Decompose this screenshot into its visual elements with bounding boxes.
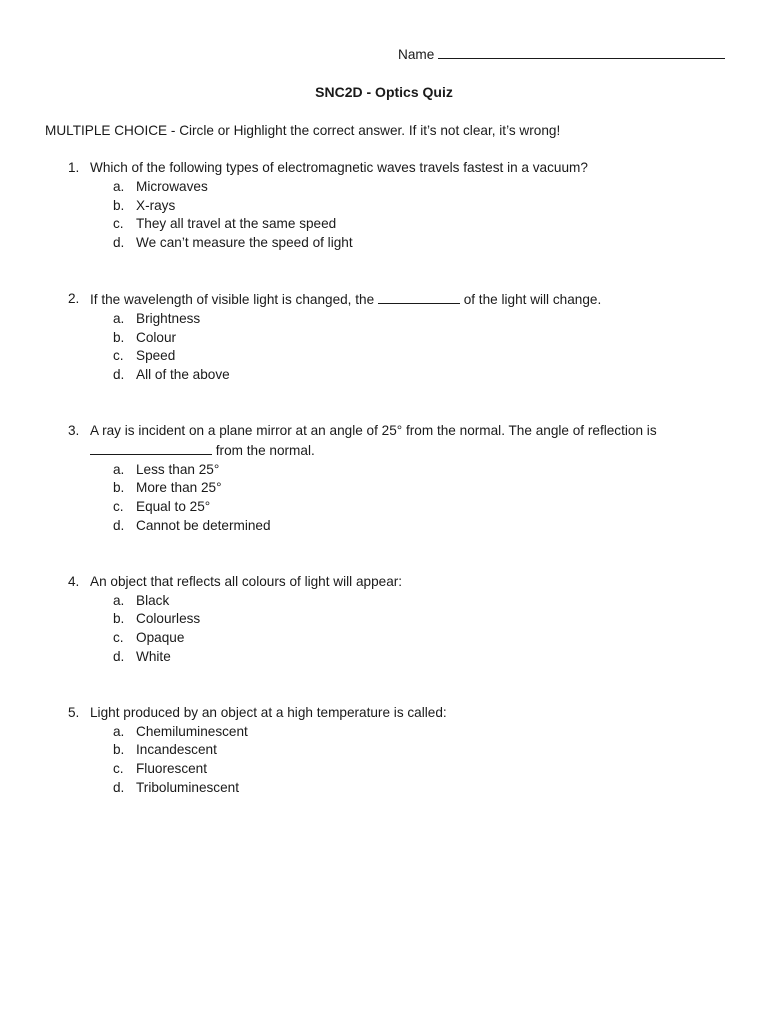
option-c[interactable]: [0, 498, 768, 517]
option-text: We can’t measure the speed of light: [136, 235, 353, 251]
question-text: [90, 704, 670, 723]
question-list: [0, 159, 768, 835]
option-letter: d.: [113, 648, 125, 664]
option-c[interactable]: [0, 629, 768, 648]
option-b[interactable]: [0, 329, 768, 348]
answer-blank[interactable]: [90, 441, 212, 455]
question-text-after: from the normal.: [212, 442, 315, 458]
question-text-before: An object that reflects all colours of light will appear:: [90, 573, 403, 589]
option-text: Microwaves: [136, 178, 208, 194]
option-text: Fluorescent: [136, 761, 208, 777]
option-letter: a.: [113, 461, 125, 477]
option-text: They all travel at the same speed: [136, 216, 337, 232]
option-letter: d.: [113, 367, 125, 383]
option-text: Black: [136, 592, 170, 608]
option-text: Less than 25°: [136, 461, 220, 477]
option-letter: d.: [113, 779, 125, 795]
option-a[interactable]: [0, 178, 768, 197]
option-letter: c.: [113, 348, 124, 364]
option-text: White: [136, 648, 171, 664]
option-d[interactable]: [0, 779, 768, 798]
page-title: SNC2D - Optics Quiz: [315, 84, 453, 100]
option-list: [0, 592, 768, 667]
question-text-before: If the wavelength of visible light is changed, the: [90, 291, 378, 307]
question-4: [0, 573, 768, 667]
name-field[interactable]: [398, 44, 725, 65]
option-a[interactable]: [0, 310, 768, 329]
option-letter: b.: [113, 197, 125, 213]
question-number: 3.: [68, 422, 80, 438]
option-letter: b.: [113, 611, 125, 627]
question-5: [0, 704, 768, 798]
option-letter: a.: [113, 178, 125, 194]
option-letter: c.: [113, 630, 124, 646]
option-text: Speed: [136, 348, 176, 364]
option-text: Triboluminescent: [136, 779, 240, 795]
question-text-before: Which of the following types of electromagnetic waves travels fastest in a vacuum?: [90, 160, 588, 175]
question-text: [90, 159, 670, 178]
option-d[interactable]: [0, 517, 768, 536]
option-letter: b.: [113, 480, 125, 496]
option-d[interactable]: [0, 366, 768, 385]
question-number: 4.: [68, 573, 80, 589]
option-a[interactable]: [0, 723, 768, 742]
option-text: Equal to 25°: [136, 499, 211, 515]
option-text: More than 25°: [136, 480, 222, 496]
question-text: [90, 290, 670, 310]
option-letter: b.: [113, 329, 125, 345]
option-text: Opaque: [136, 630, 185, 646]
option-list: [0, 178, 768, 253]
question-number: 1.: [68, 160, 80, 175]
option-c[interactable]: [0, 347, 768, 366]
option-list: [0, 461, 768, 536]
question-3: [0, 422, 768, 536]
option-text: X-rays: [136, 197, 176, 213]
question-text-before: A ray is incident on a plane mirror at an angle of 25° from the normal. The angle of reflection is: [90, 422, 657, 438]
option-d[interactable]: [0, 234, 768, 253]
question-1: [0, 159, 768, 253]
option-text: Colour: [136, 329, 177, 345]
name-blank-line[interactable]: [438, 44, 725, 59]
option-a[interactable]: [0, 592, 768, 611]
option-letter: c.: [113, 499, 124, 515]
option-b[interactable]: [0, 479, 768, 498]
option-letter: a.: [113, 592, 125, 608]
option-a[interactable]: [0, 461, 768, 480]
option-b[interactable]: [0, 610, 768, 629]
option-letter: d.: [113, 235, 125, 251]
answer-blank[interactable]: [378, 290, 460, 304]
option-letter: c.: [113, 216, 124, 232]
option-c[interactable]: [0, 215, 768, 234]
option-b[interactable]: [0, 197, 768, 216]
option-c[interactable]: [0, 760, 768, 779]
option-text: Colourless: [136, 611, 201, 627]
question-text: [90, 422, 670, 461]
option-b[interactable]: [0, 741, 768, 760]
question-text-after: of the light will change.: [459, 291, 602, 307]
option-text: All of the above: [136, 367, 230, 383]
option-d[interactable]: [0, 648, 768, 667]
option-letter: a.: [113, 310, 125, 326]
option-text: Incandescent: [136, 742, 217, 758]
question-number: 5.: [68, 704, 80, 720]
option-letter: b.: [113, 742, 125, 758]
option-letter: a.: [113, 723, 125, 739]
option-letter: d.: [113, 517, 125, 533]
option-text: Brightness: [136, 310, 201, 326]
question-text: [90, 573, 670, 592]
option-text: Chemiluminescent: [136, 723, 248, 739]
instructions-text: MULTIPLE CHOICE - Circle or Highlight the correct answer. If it’s not clear, it’s wrong!: [45, 123, 561, 138]
option-list: [0, 310, 768, 385]
option-letter: c.: [113, 761, 124, 777]
option-text: Cannot be determined: [136, 517, 271, 533]
name-label: Name: [398, 47, 435, 62]
question-number: 2.: [68, 290, 80, 306]
question-2: [0, 290, 768, 385]
question-text-before: Light produced by an object at a high temperature is called:: [90, 704, 447, 720]
option-list: [0, 723, 768, 798]
